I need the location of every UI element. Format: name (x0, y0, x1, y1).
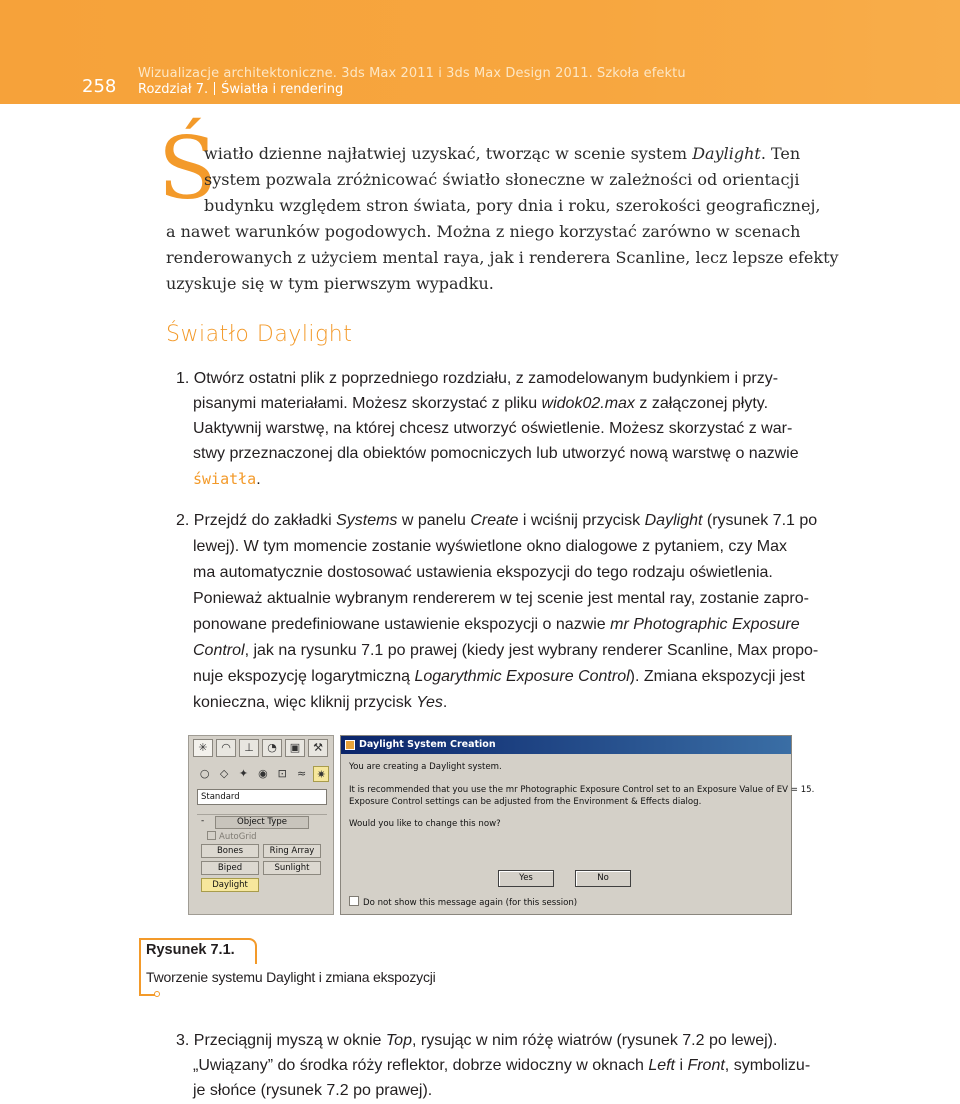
separator (214, 82, 215, 95)
do-not-show-checkbox[interactable]: Do not show this message again (for this session) (349, 896, 577, 908)
biped-button[interactable]: Biped (201, 861, 259, 875)
text-line: 2. Przejdź do zakładki Systems w panelu Create i wciśnij przycisk Daylight (rysunek 7.1 po (176, 512, 818, 529)
chapter-label: Rozdział 7. (138, 82, 209, 97)
text-line: ma automatycznie dostosować ustawienia ekspozycji do tego rodzaju oświetlenia. (193, 564, 773, 581)
intro-line: uzyskuje się w tym pierwszym wypadku. (166, 274, 494, 293)
text-line: stwy przeznaczonej dla obiektów pomocniczych lub utworzyć nową warstwę o nazwie (193, 445, 799, 462)
caption-rule (139, 938, 141, 996)
text-line: Ponieważ aktualnie wybranym rendererem w tej scenie jest mental ray, zostanie zapro- (193, 590, 809, 607)
figure-label: Rysunek 7.1. (146, 942, 235, 958)
caption-bullet (154, 991, 160, 997)
text-line: je słońce (rysunek 7.2 po prawej). (193, 1082, 433, 1099)
yes-button[interactable]: Yes (498, 870, 554, 887)
section-title: Światło Daylight (166, 322, 353, 347)
intro-line: a nawet warunków pogodowych. Można z niego korzystać zarówno w scenach (166, 222, 801, 241)
systems-icon[interactable]: ✷ (313, 766, 329, 782)
text-line: światła. (193, 470, 261, 488)
dialog-message: You are creating a Daylight system. (349, 762, 502, 772)
intro-line: wiatło dzienne najłatwiej uzyskać, tworząc w scenie system Daylight. Ten (204, 144, 801, 163)
chapter-title: Światła i rendering (221, 82, 344, 97)
intro-line: budynku względem stron świata, pory dnia i roku, szerokości geograficznej, (204, 196, 821, 215)
hierarchy-tab-icon[interactable]: ⊥ (239, 739, 259, 757)
text-line: pisanymi materiałami. Możesz skorzystać z pliku widok02.max z załączonej płyty. (193, 395, 769, 412)
text-line: ponowane predefiniowane ustawienie ekspozycji o nazwie mr Photographic Exposure (193, 616, 800, 633)
lights-icon[interactable]: ✦ (238, 767, 249, 780)
modify-tab-icon[interactable]: ◠ (216, 739, 236, 757)
text-line: nuje ekspozycję logarytmiczną Logarythmic Exposure Control). Zmiana ekspozycji jest (193, 668, 805, 685)
app-icon (345, 740, 355, 750)
text-line: konieczna, więc kliknij przycisk Yes. (193, 694, 448, 711)
cameras-icon[interactable]: ◉ (258, 767, 268, 780)
page-header (0, 0, 960, 104)
text-line: Control, jak na rysunku 7.1 po prawej (kiedy jest wybrany renderer Scanline, Max propo- (193, 642, 819, 659)
text-line: Uaktywnij warstwę, na której chcesz utworzyć oświetlenie. Możesz skorzystać z war- (193, 420, 793, 437)
utilities-tab-icon[interactable]: ⚒ (308, 739, 328, 757)
dialog-message: Exposure Control settings can be adjusted from the Environment & Effects dialog. (349, 797, 702, 807)
book-title: Wizualizacje architektoniczne. 3ds Max 2011 i 3ds Max Design 2011. Szkoła efektu (138, 66, 686, 81)
bones-button[interactable]: Bones (201, 844, 259, 858)
spacewarps-icon[interactable]: ≈ (297, 767, 307, 780)
geometry-icon[interactable]: ○ (199, 767, 210, 780)
ring-array-button[interactable]: Ring Array (263, 844, 321, 858)
create-panel (188, 735, 334, 915)
motion-tab-icon[interactable]: ◔ (262, 739, 282, 757)
text-line: 3. Przeciągnij myszą w oknie Top, rysując w nim różę wiatrów (rysunek 7.2 po lewej). (176, 1032, 778, 1049)
text-line: lewej). W tym momencie zostanie wyświetlone okno dialogowe z pytaniem, czy Max (193, 538, 788, 555)
dialog-title: Daylight System Creation (341, 736, 791, 754)
display-tab-icon[interactable]: ▣ (285, 739, 305, 757)
text-line: 1. Otwórz ostatni plik z poprzedniego rozdziału, z zamodelowanym budynkiem i przy- (176, 370, 779, 387)
rollout-toggle[interactable]: - (201, 816, 205, 826)
autogrid-checkbox[interactable]: AutoGrid (207, 831, 257, 842)
figure-caption: Tworzenie systemu Daylight i zmiana ekspozycji (146, 969, 436, 985)
command-panel-tabs (193, 739, 331, 759)
subcategory-dropdown[interactable]: Standard (197, 789, 327, 805)
figure-7-1 (188, 735, 815, 915)
daylight-dialog (340, 735, 815, 915)
page-number: 258 (82, 76, 117, 97)
category-icons (197, 766, 329, 784)
no-button[interactable]: No (575, 870, 631, 887)
drop-cap: Ś (158, 119, 217, 219)
dialog-message: It is recommended that you use the mr Photographic Exposure Control set to an Exposure Value of EV = 15. (349, 785, 815, 795)
shapes-icon[interactable]: ◇ (219, 767, 229, 780)
create-tab-icon[interactable]: ✳ (193, 739, 213, 757)
intro-line: system pozwala zróżnicować światło słoneczne w zależności od orientacji (204, 170, 800, 189)
text-line: „Uwiązany” do środka róży reflektor, dobrze widoczny w oknach Left i Front, symbolizu- (193, 1057, 811, 1074)
chapter-line (138, 82, 343, 97)
helpers-icon[interactable]: ⊡ (277, 767, 287, 780)
divider (197, 814, 327, 815)
sunlight-button[interactable]: Sunlight (263, 861, 321, 875)
object-type-rollout[interactable]: Object Type (215, 816, 309, 829)
intro-line: renderowanych z użyciem mental raya, jak i renderera Scanline, lecz lepsze efekty (166, 248, 839, 267)
dialog-message: Would you like to change this now? (349, 819, 501, 829)
daylight-button[interactable]: Daylight (201, 878, 259, 892)
